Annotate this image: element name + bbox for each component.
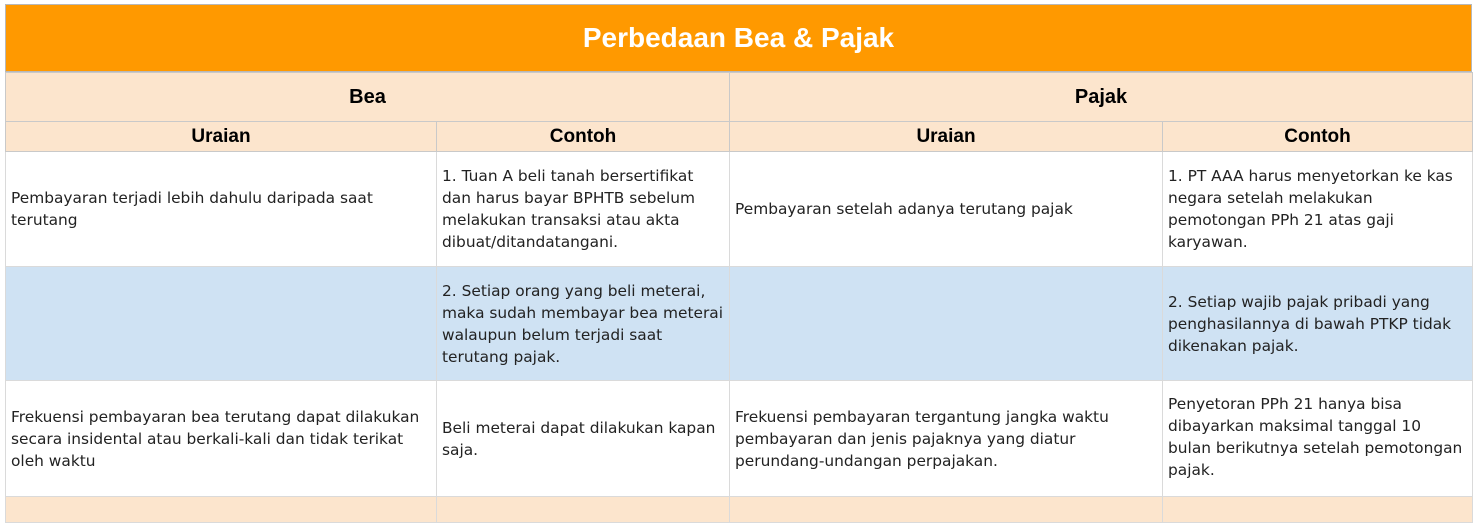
cell-empty[interactable] <box>6 497 437 523</box>
group-header-bea[interactable]: Bea <box>6 73 730 122</box>
table-row-empty <box>6 497 1473 523</box>
comparison-table <box>5 72 1473 523</box>
cell-bea-contoh[interactable]: 2. Setiap orang yang beli meterai, maka sudah membayar bea meterai walaupun belum terjadi saat terutang pajak. <box>437 267 730 381</box>
column-header-row <box>6 122 1473 152</box>
cell-bea-uraian[interactable] <box>6 267 437 381</box>
group-header-row <box>6 73 1473 122</box>
sheet-title: Perbedaan Bea & Pajak <box>5 4 1472 72</box>
column-header-bea-uraian[interactable]: Uraian <box>6 122 437 152</box>
group-header-pajak[interactable]: Pajak <box>730 73 1473 122</box>
column-header-pajak-contoh[interactable]: Contoh <box>1163 122 1473 152</box>
cell-empty[interactable] <box>1163 497 1473 523</box>
cell-bea-contoh[interactable]: Beli meterai dapat dilakukan kapan saja. <box>437 381 730 497</box>
comparison-sheet <box>5 4 1472 523</box>
cell-pajak-uraian[interactable] <box>730 267 1163 381</box>
cell-empty[interactable] <box>730 497 1163 523</box>
cell-bea-uraian[interactable]: Frekuensi pembayaran bea terutang dapat dilakukan secara insidental atau berkali-kali dan tidak terikat oleh waktu <box>6 381 437 497</box>
cell-pajak-uraian[interactable]: Frekuensi pembayaran tergantung jangka waktu pembayaran dan jenis pajaknya yang diatur perundang-undangan perpajakan. <box>730 381 1163 497</box>
cell-bea-contoh[interactable]: 1. Tuan A beli tanah bersertifikat dan harus bayar BPHTB sebelum melakukan transaksi atau akta dibuat/ditandatangani. <box>437 152 730 267</box>
table-row <box>6 267 1473 381</box>
cell-pajak-contoh[interactable]: 2. Setiap wajib pajak pribadi yang penghasilannya di bawah PTKP tidak dikenakan pajak. <box>1163 267 1473 381</box>
cell-bea-uraian[interactable]: Pembayaran terjadi lebih dahulu daripada saat terutang <box>6 152 437 267</box>
column-header-bea-contoh[interactable]: Contoh <box>437 122 730 152</box>
cell-pajak-uraian[interactable]: Pembayaran setelah adanya terutang pajak <box>730 152 1163 267</box>
cell-empty[interactable] <box>437 497 730 523</box>
table-row <box>6 152 1473 267</box>
cell-pajak-contoh[interactable]: 1. PT AAA harus menyetorkan ke kas negara setelah melakukan pemotongan PPh 21 atas gaji karyawan. <box>1163 152 1473 267</box>
cell-pajak-contoh[interactable]: Penyetoran PPh 21 hanya bisa dibayarkan maksimal tanggal 10 bulan berikutnya setelah pemotongan pajak. <box>1163 381 1473 497</box>
column-header-pajak-uraian[interactable]: Uraian <box>730 122 1163 152</box>
table-row <box>6 381 1473 497</box>
